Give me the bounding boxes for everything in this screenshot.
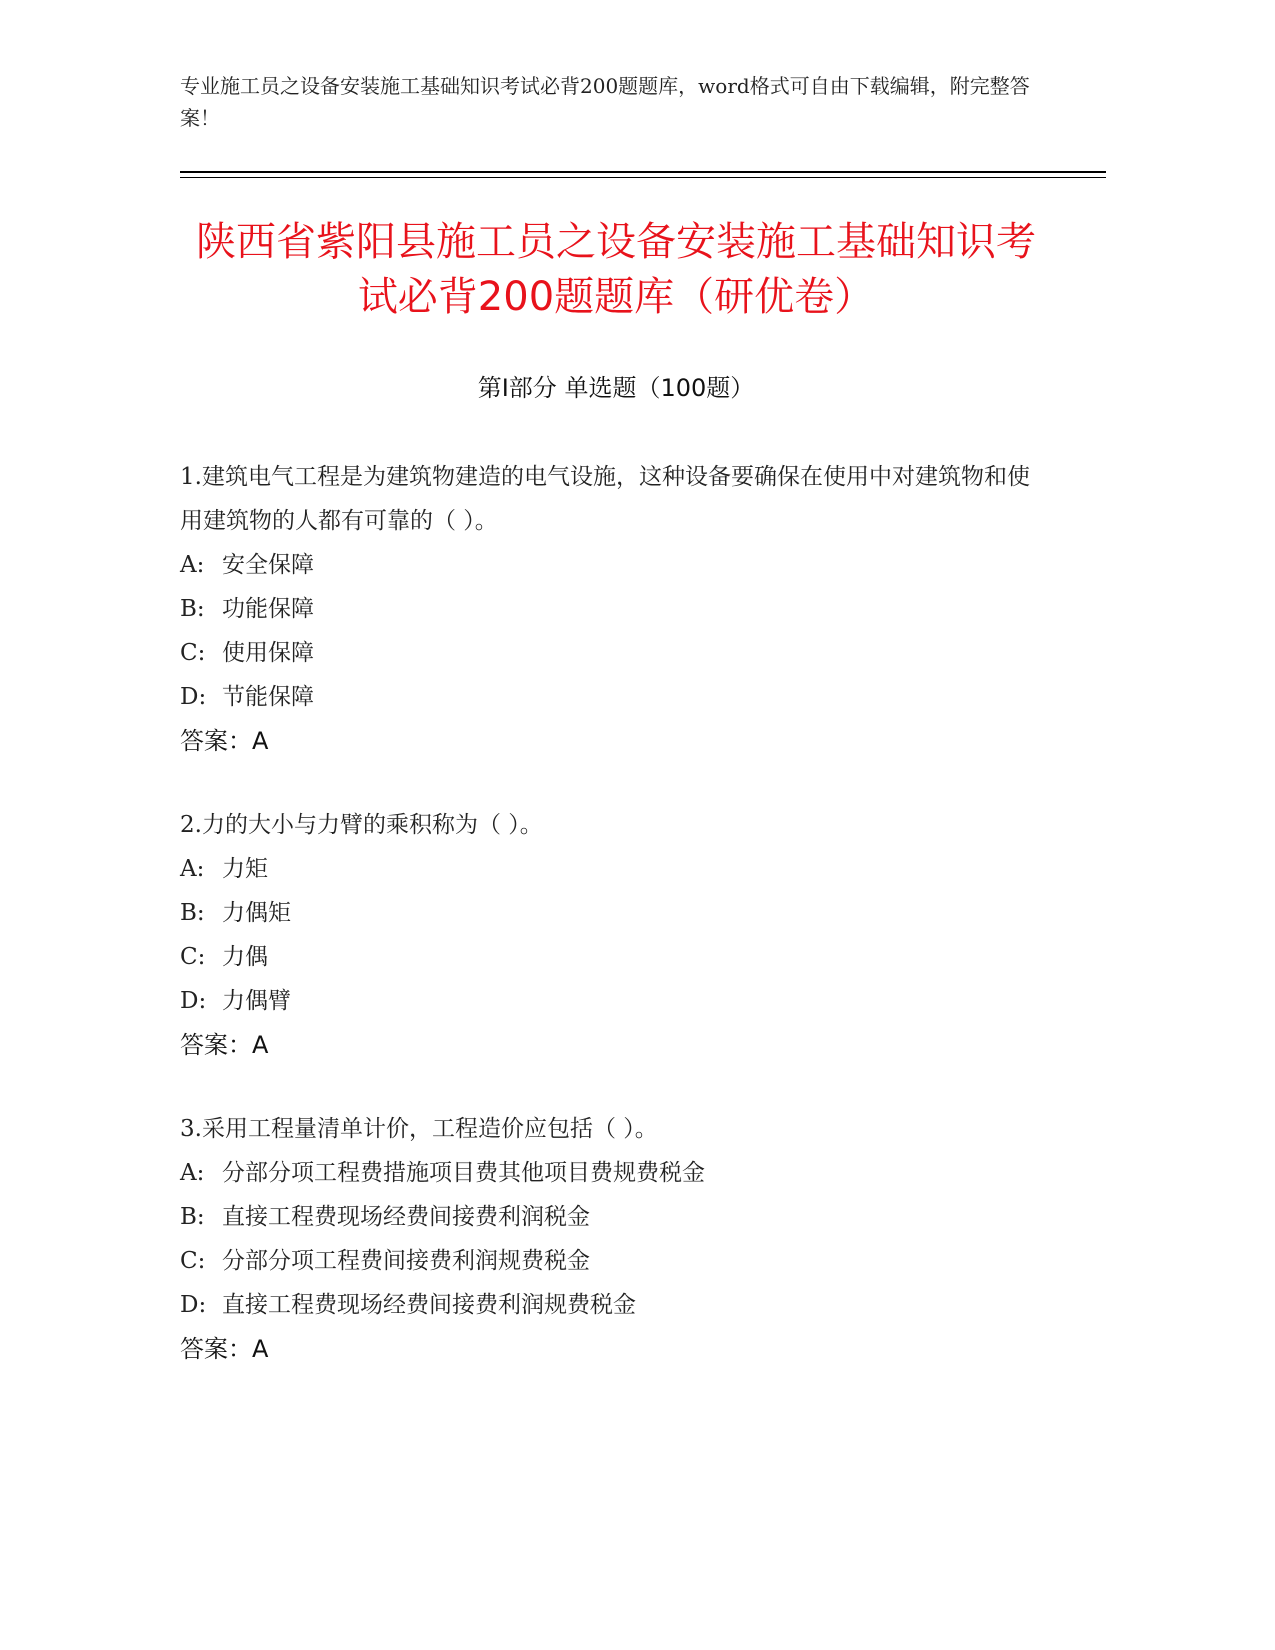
section-title: 第I部分 单选题（100题） xyxy=(477,374,755,402)
option-key: B: xyxy=(180,596,205,622)
option-key: B: xyxy=(180,900,205,926)
question-3 xyxy=(180,1107,1030,1371)
option-text: 力矩 xyxy=(222,856,268,882)
option-b xyxy=(180,891,1030,935)
question-2 xyxy=(180,803,1030,1067)
option-text: 直接工程费现场经费间接费利润税金 xyxy=(222,1204,590,1230)
option-b xyxy=(180,587,1030,631)
option-text: 力偶矩 xyxy=(222,900,291,926)
answer-line: 答案：A xyxy=(180,727,269,755)
option-text: 直接工程费现场经费间接费利润规费税金 xyxy=(222,1292,636,1318)
answer-line: 答案：A xyxy=(180,1335,269,1363)
question-stem: 1.建筑电气工程是为建筑物建造的电气设施，这种设备要确保在使用中对建筑物和使用建筑物的人都有可靠的（ ）。 xyxy=(180,464,1030,534)
answer-line: 答案：A xyxy=(180,1031,269,1059)
option-d xyxy=(180,1283,1030,1327)
option-a xyxy=(180,1151,1030,1195)
option-a xyxy=(180,543,1030,587)
option-text: 功能保障 xyxy=(222,596,314,622)
option-text: 安全保障 xyxy=(222,552,314,578)
option-text: 力偶臂 xyxy=(222,988,291,1014)
header-note: 专业施工员之设备安装施工基础知识考试必背200题题库，word格式可自由下载编辑，附完整答案！ xyxy=(180,74,1030,130)
option-key: A: xyxy=(180,1160,205,1186)
option-key: C: xyxy=(180,640,206,666)
question-stem: 2.力的大小与力臂的乘积称为（ ）。 xyxy=(180,812,543,838)
header-divider-thin xyxy=(180,177,1106,178)
option-c xyxy=(180,1239,1030,1283)
option-c xyxy=(180,935,1030,979)
document-title: 陕西省紫阳县施工员之设备安装施工基础知识考试必背200题题库（研优卷） xyxy=(196,219,1036,320)
option-b xyxy=(180,1195,1030,1239)
option-key: C: xyxy=(180,944,206,970)
option-key: B: xyxy=(180,1204,205,1230)
option-key: C: xyxy=(180,1248,206,1274)
option-d xyxy=(180,979,1030,1023)
option-key: D: xyxy=(180,988,207,1014)
option-key: A: xyxy=(180,856,205,882)
option-text: 节能保障 xyxy=(222,684,314,710)
option-key: A: xyxy=(180,552,205,578)
option-key: D: xyxy=(180,684,207,710)
question-1 xyxy=(180,455,1030,763)
option-a xyxy=(180,847,1030,891)
option-text: 分部分项工程费措施项目费其他项目费规费税金 xyxy=(222,1160,705,1186)
option-d xyxy=(180,675,1030,719)
option-c xyxy=(180,631,1030,675)
option-key: D: xyxy=(180,1292,207,1318)
option-text: 力偶 xyxy=(222,944,268,970)
question-stem: 3.采用工程量清单计价，工程造价应包括（ ）。 xyxy=(180,1116,658,1142)
question-list xyxy=(180,455,1030,1411)
option-text: 分部分项工程费间接费利润规费税金 xyxy=(222,1248,590,1274)
header-divider-thick xyxy=(180,171,1106,173)
option-text: 使用保障 xyxy=(222,640,314,666)
